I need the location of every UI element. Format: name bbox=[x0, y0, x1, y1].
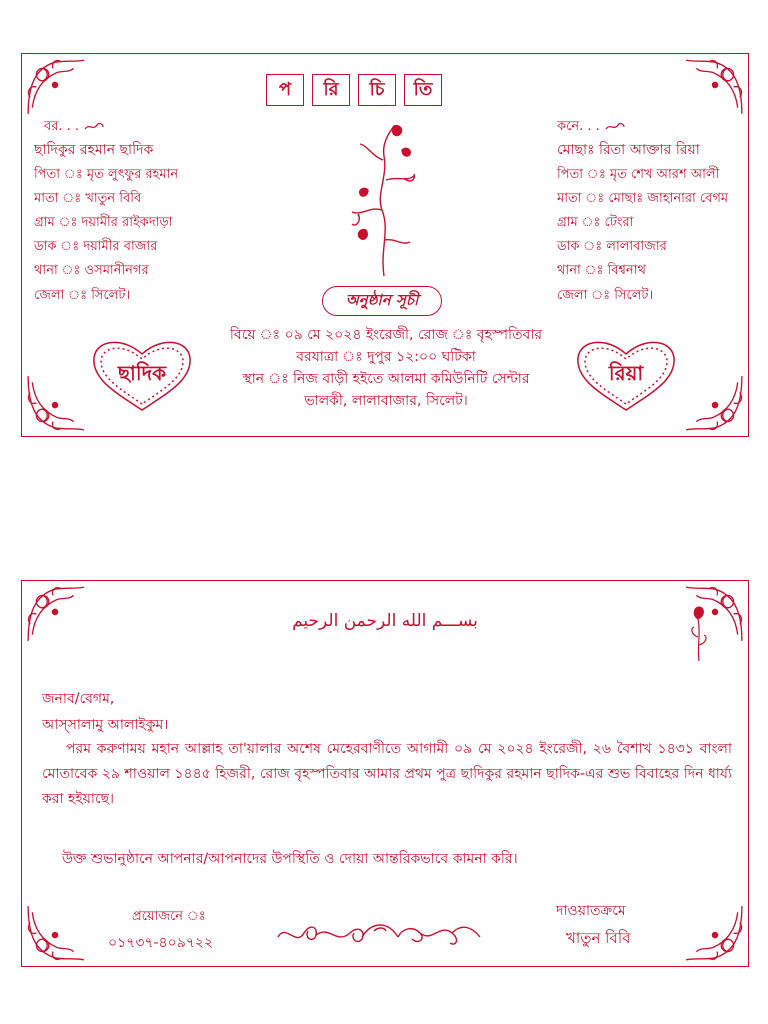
corner-ornament-icon bbox=[24, 372, 86, 434]
title-letter: প bbox=[266, 74, 304, 106]
inviter-label: দাওয়াতক্রমে bbox=[556, 903, 626, 919]
program-wedding: বিয়ে ঃ ০৯ মে ২০২৪ ইংরেজী, রোজ ঃ বৃহস্পতিবার bbox=[229, 327, 543, 343]
greeting: আস্সালামু আলাইকুম। bbox=[42, 717, 169, 733]
invitation-request: উক্ত শুভানুষ্ঠানে আপনার/আপনাদের উপস্থিতি ও দোয়া আন্তরিকভাবে কামনা করি। bbox=[62, 851, 518, 867]
salutation: জনাব/বেগম, bbox=[42, 691, 115, 707]
bride-post: ডাক ঃ লালাবাজার bbox=[557, 239, 667, 254]
groom-district: জেলা ঃ সিলেট। bbox=[34, 288, 131, 303]
groom-name: ছাদিকুর রহমান ছাদিক bbox=[34, 142, 154, 158]
corner-ornament-icon bbox=[24, 902, 86, 964]
inviter-name: খাতুন বিবি bbox=[566, 929, 631, 947]
bride-village: গ্রাম ঃ টেংরা bbox=[557, 215, 634, 230]
bride-heading: কনে. . . bbox=[557, 118, 626, 135]
heart-label-groom: ছাদিক bbox=[117, 361, 167, 385]
floral-vine-icon bbox=[344, 120, 424, 278]
title-letter: তি bbox=[404, 74, 442, 106]
invitation-body: পরম করুণাময় মহান আল্লাহ তা'য়ালার অশেষ মেহেরবাণীতে আগামী ০৯ মে ২০২৪ ইংরেজী, ২৬ বৈশাখ ১৪৩১ বাংলা মোতাবেক ২৯ শাওয়াল ১৪৪৫ হিজরী, রোজ বৃহস্পতিবার আমার প্রথম পুত্র ছাদিকুর রহমান ছাদিক-এর শুভ বিবাহের দিন ধার্য্য করা হইয়াছে। bbox=[42, 741, 732, 807]
contact-label: প্রয়োজনে ঃ bbox=[132, 909, 206, 924]
program-venue-line2: ভালকী, লালাবাজার, সিলেট। bbox=[304, 393, 468, 409]
rose-icon bbox=[686, 603, 712, 663]
groom-father: পিতা ঃ মৃত লুৎফুর রহমান bbox=[34, 167, 179, 182]
corner-ornament-icon bbox=[684, 372, 746, 434]
groom-mother: মাতা ঃ খাতুন বিবি bbox=[34, 191, 142, 206]
program-details bbox=[172, 324, 600, 412]
bismillah: بســـم الله الرحمن الرحيم bbox=[292, 611, 478, 631]
invitation-card bbox=[21, 580, 749, 967]
corner-ornament-icon bbox=[24, 56, 86, 118]
title-letter: চি bbox=[358, 74, 396, 106]
bride-mother: মাতা ঃ মোছাঃ জাহানারা বেগম bbox=[557, 191, 729, 206]
contact-phone: ০১৭৩৭-৪০৯৭২২ bbox=[108, 935, 214, 951]
bride-name: মোছাঃ রিতা আক্তার রিয়া bbox=[557, 142, 700, 158]
groom-village: গ্রাম ঃ দয়ামীর রাইকদাড়া bbox=[34, 215, 173, 230]
program-barjatra: বরযাত্রা ঃ দুপুর ১২:০০ ঘটিকা bbox=[296, 349, 476, 365]
program-badge: অনুষ্ঠান সূচী bbox=[322, 286, 442, 316]
corner-ornament-icon bbox=[684, 902, 746, 964]
groom-thana: থানা ঃ ওসমানীনগর bbox=[34, 263, 149, 278]
bride-thana: থানা ঃ বিশ্বনাথ bbox=[557, 263, 646, 278]
profile-card bbox=[21, 53, 749, 437]
bride-father: পিতা ঃ মৃত শেখ আরশ আলী bbox=[557, 167, 720, 182]
program-venue-line1: স্থান ঃ নিজ বাড়ী হইতে আলমা কমিউনিটি সেন্টার bbox=[242, 371, 530, 387]
corner-ornament-icon bbox=[684, 56, 746, 118]
heart-label-bride: রিয়া bbox=[608, 361, 644, 385]
scroll-flourish-icon bbox=[274, 917, 486, 951]
swirl-icon bbox=[83, 121, 105, 133]
bride-district: জেলা ঃ সিলেট। bbox=[557, 288, 654, 303]
groom-post: ডাক ঃ দয়ামীর বাজার bbox=[34, 239, 158, 254]
title-letter: রি bbox=[312, 74, 350, 106]
groom-heading: বর. . . bbox=[44, 118, 105, 135]
swirl-icon bbox=[604, 121, 626, 133]
